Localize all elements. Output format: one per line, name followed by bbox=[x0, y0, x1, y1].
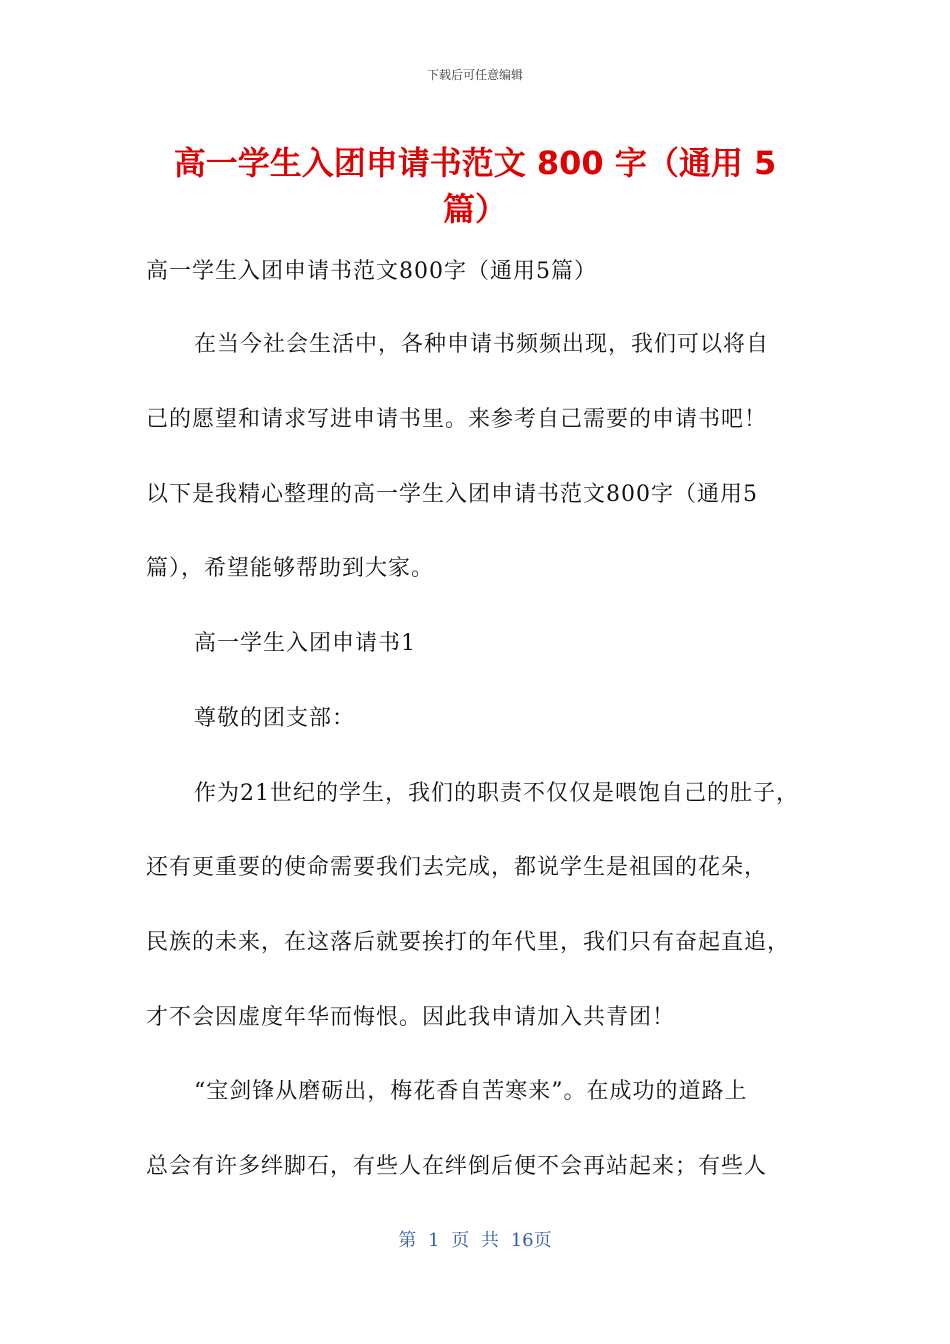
body-line: 高一学生入团申请书范文800字（通用5篇） bbox=[146, 259, 597, 284]
salutation: 尊敬的团支部： bbox=[194, 706, 356, 731]
body-line: 在当今社会生活中，各种申请书频频出现，我们可以将自 bbox=[194, 332, 770, 357]
body-line: 才不会因虚度年华而悔恨。因此我申请加入共青团！ bbox=[146, 1005, 676, 1030]
body-line: 民族的未来，在这落后就要挨打的年代里，我们只有奋起直追， bbox=[146, 930, 791, 955]
body-line: 总会有许多绊脚石，有些人在绊倒后便不会再站起来；有些人 bbox=[146, 1154, 768, 1179]
section-heading: 高一学生入团申请书1 bbox=[194, 631, 416, 656]
body-line: 己的愿望和请求写进申请书里。来参考自己需要的申请书吧！ bbox=[146, 407, 768, 432]
body-line: “宝剑锋从磨砺出，梅花香自苦寒来”。在成功的道路上 bbox=[194, 1079, 748, 1104]
body-line: 作为21世纪的学生，我们的职责不仅仅是喂饱自己的肚子， bbox=[194, 781, 799, 806]
document-title bbox=[150, 140, 800, 232]
body-line: 以下是我精心整理的高一学生入团申请书范文800字（通用5 bbox=[146, 482, 758, 507]
page-header: 下载后可任意编辑 bbox=[426, 68, 523, 82]
body-line: 篇），希望能够帮助到大家。 bbox=[146, 556, 435, 581]
title-line-2: 篇） bbox=[442, 190, 507, 228]
body-line: 还有更重要的使命需要我们去完成，都说学生是祖国的花朵， bbox=[146, 855, 768, 880]
page-footer: 第 1 页 共 16页 bbox=[398, 1230, 552, 1251]
title-line-1: 高一学生入团申请书范文 800 字（通用 5 bbox=[173, 144, 777, 182]
